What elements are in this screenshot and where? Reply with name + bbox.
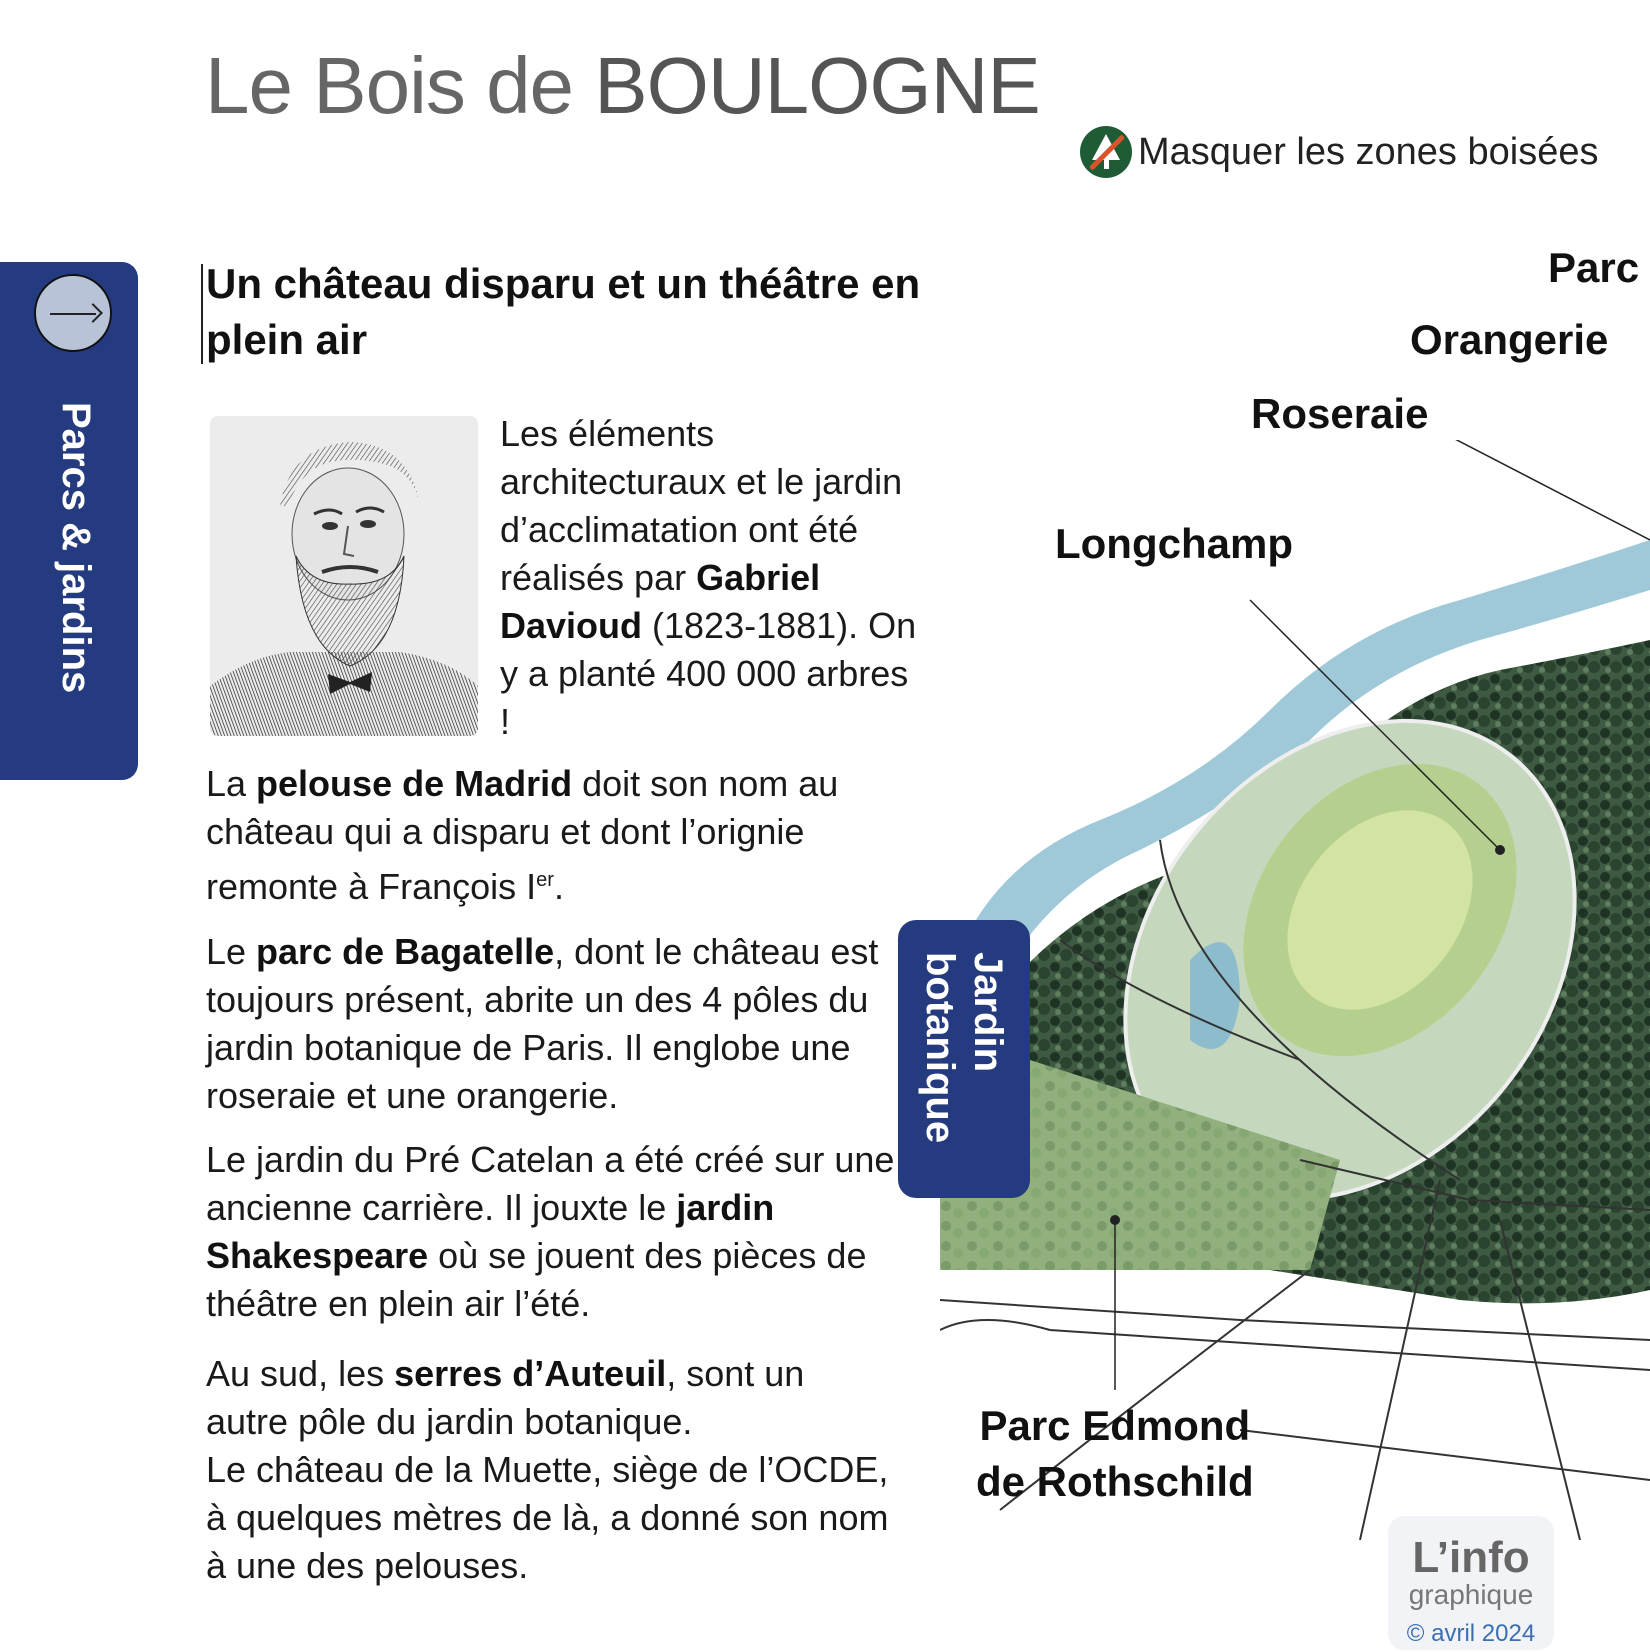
- heading-bar: [201, 264, 203, 364]
- map-label-parc[interactable]: Parc: [1548, 244, 1640, 291]
- linfo-graphique-logo: [1388, 1516, 1554, 1650]
- bold-jardin-shakespeare: jardin Shakespeare: [206, 1187, 775, 1276]
- edmond-line2: de Rothschild: [976, 1458, 1254, 1505]
- side-tab-parcs-jardins[interactable]: [0, 262, 138, 780]
- no-trees-icon: [1080, 126, 1132, 178]
- section-heading: Un château disparu et un théâtre en plein air: [206, 260, 921, 363]
- title-bold: BOULOGNE: [594, 41, 1040, 130]
- title-light: Le Bois de: [205, 41, 595, 130]
- text: Le château de la Muette, siège de l’OCDE, à quelques mètres de là, a donné son nom à une des pelouses.: [206, 1449, 889, 1586]
- text: .: [553, 866, 564, 907]
- text: La: [206, 763, 257, 804]
- map-label-roseraie[interactable]: Roseraie: [1251, 390, 1429, 437]
- logo-copyright: © avril 2024: [1406, 1620, 1536, 1647]
- hide-woods-toggle[interactable]: [1080, 126, 1598, 178]
- arrow-right-icon[interactable]: [34, 274, 112, 352]
- paragraph-bagatelle: [206, 928, 896, 1120]
- logo-line1: L’info: [1412, 1533, 1530, 1582]
- text: Au sud, les: [206, 1353, 395, 1394]
- page-title: [205, 40, 1040, 132]
- bold-gabriel-davioud: Gabriel Davioud: [500, 557, 821, 646]
- jardin-botanique-label: [916, 952, 1012, 1182]
- text: (1823-1881). On y a planté 400 000 arbres !: [500, 605, 917, 742]
- logo-line2: graphique: [1408, 1579, 1534, 1610]
- text: , sont un autre pôle du jardin botanique.: [206, 1353, 805, 1442]
- superscript: er: [536, 869, 554, 891]
- paragraph-davioud: [500, 410, 920, 746]
- text: Le jardin du Pré Catelan a été créé sur une ancienne carrière. Il jouxte le: [206, 1139, 895, 1228]
- paragraph-auteuil: [206, 1350, 896, 1590]
- paragraph-madrid: [206, 760, 906, 911]
- portrait-gabriel-davioud: [210, 416, 478, 736]
- text: Les éléments architecturaux et le jardin d’acclimatation ont été réalisés par: [500, 413, 903, 598]
- paragraph-pre-catelan: [206, 1136, 896, 1328]
- map-label-longchamp[interactable]: Longchamp: [1055, 520, 1293, 567]
- hide-woods-label: Masquer les zones boisées: [1138, 130, 1599, 173]
- bold-serres-auteuil: serres d’Auteuil: [394, 1353, 667, 1394]
- text: où se jouent des pièces de théâtre en plein air l’été.: [206, 1235, 867, 1324]
- map-illustration: [940, 440, 1650, 1540]
- side-tab-label: Parcs & jardins: [54, 402, 98, 694]
- text: doit son nom au château qui a disparu et dont l’orignie remonte à François I: [206, 763, 839, 907]
- map-label-orangerie[interactable]: Orangerie: [1410, 316, 1609, 363]
- jb-line1: Jardin: [966, 952, 1010, 1073]
- bold-pelouse-madrid: pelouse de Madrid: [256, 763, 573, 804]
- map-label-edmond-rothschild[interactable]: [976, 1398, 1254, 1510]
- text: Le: [206, 931, 257, 972]
- bold-parc-bagatelle: parc de Bagatelle: [256, 931, 555, 972]
- text: , dont le château est toujours présent, abrite un des 4 pôles du jardin botanique de Paris. Il englobe une roseraie et une orangerie.: [206, 931, 879, 1116]
- jb-line2: botanique: [918, 952, 962, 1144]
- tab-jardin-botanique[interactable]: [898, 920, 1030, 1198]
- edmond-line1: Parc Edmond: [979, 1402, 1251, 1449]
